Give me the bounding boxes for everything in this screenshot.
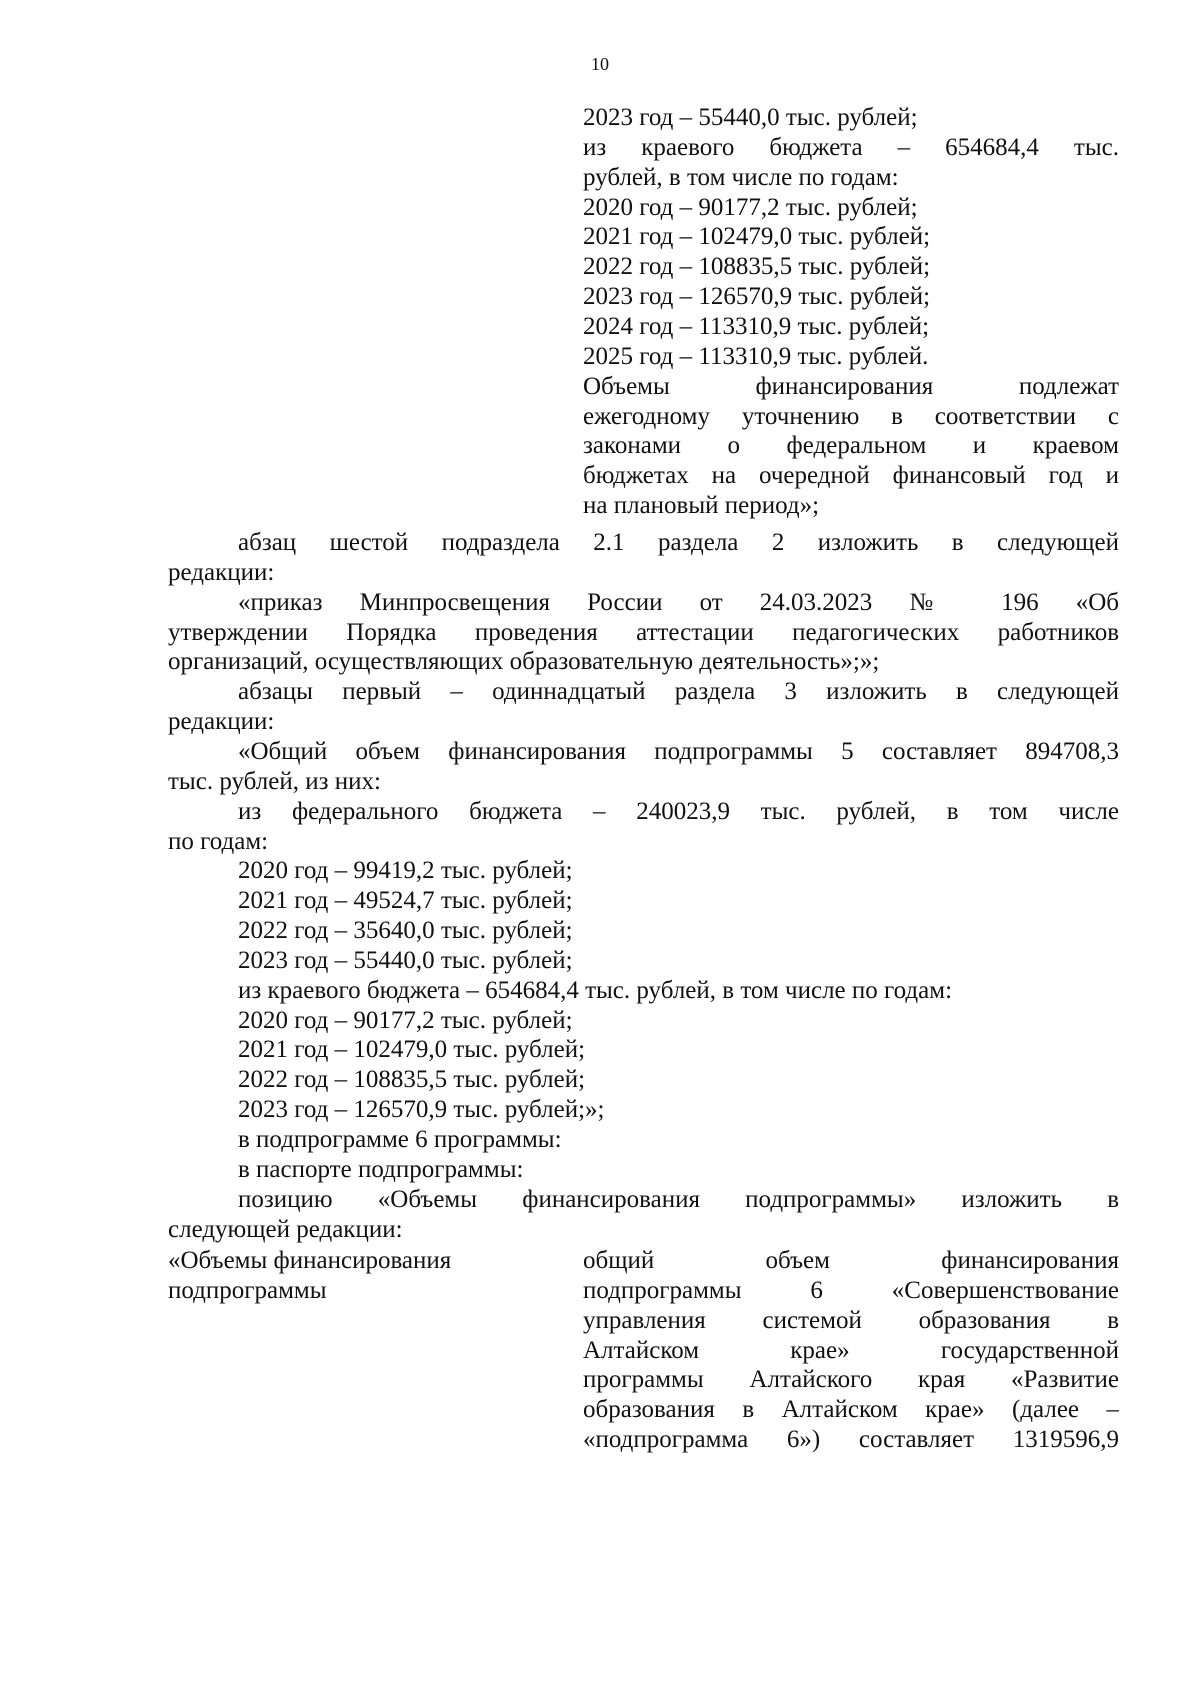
body-line: «Общий объем финансирования подпрограммы 5 составляет 894708,3 (238, 737, 1119, 765)
passport-line: бюджетах на очередной финансовый год и (583, 462, 1119, 490)
body-line: абзацы первый – одиннадцатый раздела 3 изложить в следующей (238, 678, 1119, 706)
passport-line: 2022 год – 108835,5 тыс. рублей; (583, 253, 931, 281)
table-label: «Объемы финансирования (168, 1247, 452, 1274)
body-line: «приказ Минпросвещения России от 24.03.2023 № 196 «Об (238, 588, 1119, 616)
body-line: 2020 год – 99419,2 тыс. рублей; (238, 857, 573, 885)
table-value-line: программы Алтайского края «Развитие (583, 1366, 1119, 1394)
body-line: позицию «Объемы финансирования подпрограммы» изложить в (238, 1185, 1119, 1213)
passport-line: законами о федеральном и краевом (583, 432, 1119, 460)
body-line: следующей редакции: (168, 1215, 403, 1243)
passport-line: на плановый период»; (583, 492, 820, 520)
body-line: в подпрограмме 6 программы: (238, 1126, 562, 1153)
body-line: тыс. рублей, из них: (168, 767, 381, 795)
passport-line: Объемы финансирования подлежат (583, 372, 1119, 400)
body-line: 2021 год – 49524,7 тыс. рублей; (238, 887, 573, 915)
body-line: редакции: (168, 708, 275, 736)
passport-line: 2020 год – 90177,2 тыс. рублей; (583, 193, 918, 221)
body-line: организаций, осуществляющих образовательную деятельность»;»; (168, 648, 880, 676)
body-line: 2020 год – 90177,2 тыс. рублей; (238, 1006, 573, 1034)
table-value-line: образования в Алтайском крае» (далее – (583, 1396, 1119, 1424)
passport-line: 2021 год – 102479,0 тыс. рублей; (583, 223, 931, 251)
body-line: 2023 год – 55440,0 тыс. рублей; (238, 946, 573, 974)
table-label: подпрограммы (168, 1276, 327, 1304)
passport-line: рублей, в том числе по годам: (583, 163, 899, 191)
passport-line: 2024 год – 113310,9 тыс. рублей; (583, 312, 930, 340)
body-line: из федерального бюджета – 240023,9 тыс. рублей, в том числе (238, 797, 1119, 825)
table-value-line: управления системой образования в (583, 1306, 1119, 1334)
body-line: в паспорте подпрограммы: (238, 1155, 524, 1183)
body-line: 2023 год – 126570,9 тыс. рублей;»; (238, 1096, 605, 1124)
table-value-line: подпрограммы 6 «Совершенствование (583, 1276, 1119, 1304)
body-line: 2022 год – 35640,0 тыс. рублей; (238, 917, 573, 945)
body-line: 2022 год – 108835,5 тыс. рублей; (238, 1066, 586, 1094)
body-line: по годам: (168, 827, 269, 855)
passport-line: ежегодному уточнению в соответствии с (583, 402, 1119, 430)
table-value-line: Алтайском крае» государственной (583, 1336, 1119, 1364)
passport-line: из краевого бюджета – 654684,4 тыс. (583, 133, 1119, 161)
body-line: 2021 год – 102479,0 тыс. рублей; (238, 1036, 586, 1064)
passport-line: 2025 год – 113310,9 тыс. рублей. (583, 342, 929, 370)
passport-line: 2023 год – 126570,9 тыс. рублей; (583, 283, 931, 311)
body-line: из краевого бюджета – 654684,4 тыс. рублей, в том числе по годам: (238, 976, 953, 1004)
table-value-line: «подпрограмма 6») составляет 1319596,9 (583, 1426, 1119, 1454)
body-line: абзац шестой подраздела 2.1 раздела 2 изложить в следующей (238, 529, 1119, 556)
page-number: 10 (591, 54, 609, 74)
table-value-line: общий объем финансирования (583, 1247, 1119, 1274)
passport-line: 2023 год – 55440,0 тыс. рублей; (583, 104, 918, 131)
body-line: редакции: (168, 558, 275, 586)
body-line: утверждении Порядка проведения аттестации педагогических работников (168, 618, 1119, 646)
